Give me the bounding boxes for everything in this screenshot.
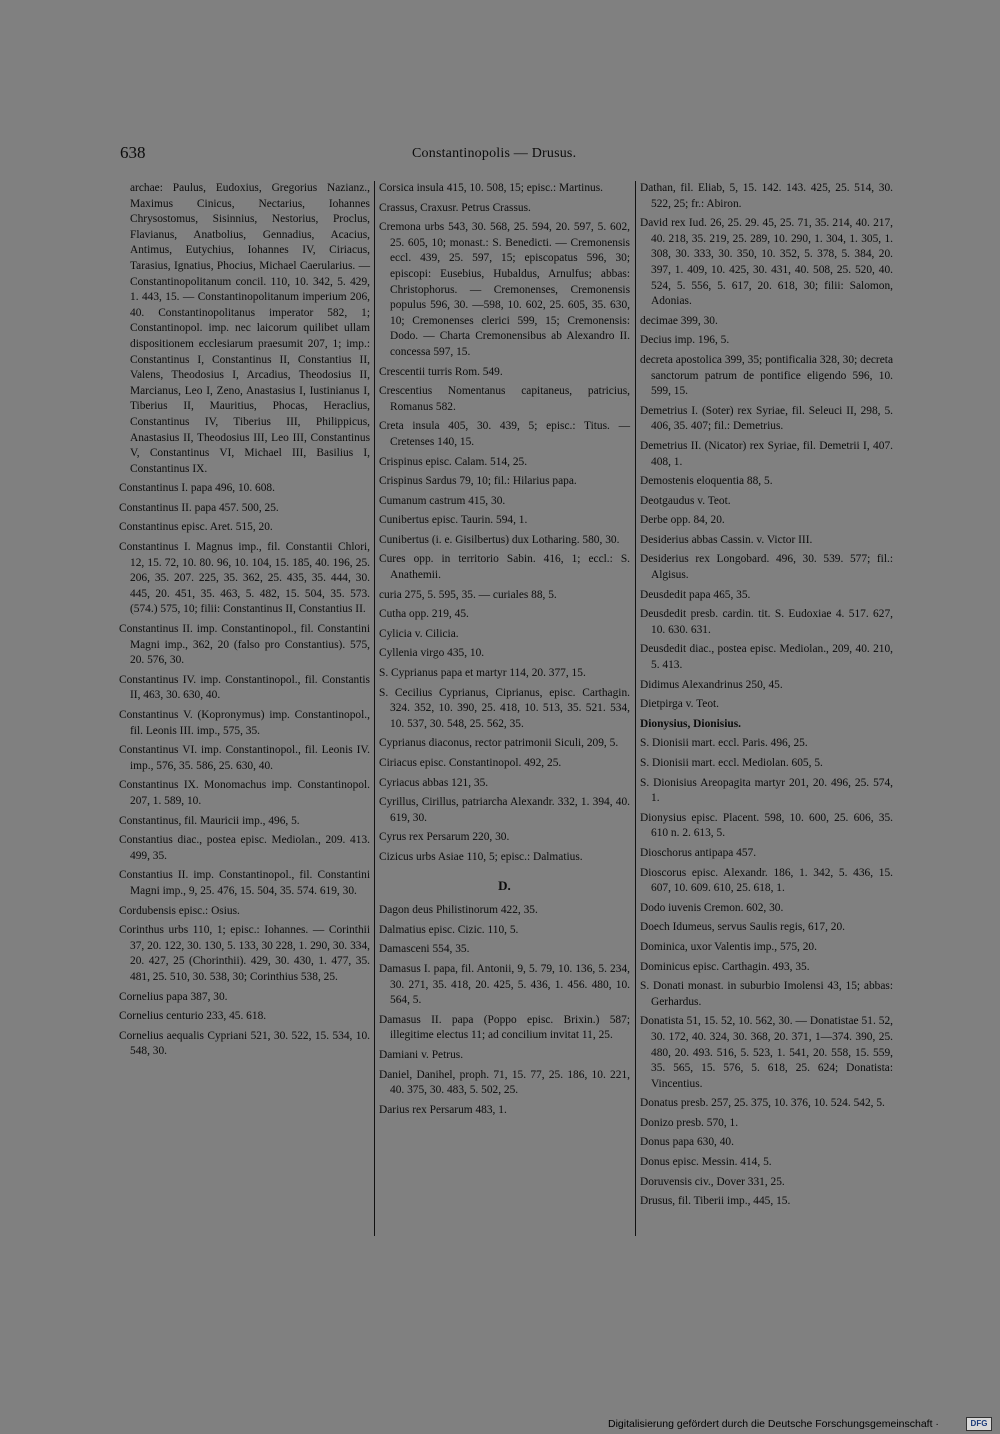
index-entry: Cornelius aequalis Cypriani 521, 30. 522, 15. 534, 10. 548, 30. [119,1029,370,1058]
index-entry: decimae 399, 30. [640,314,718,327]
index-entry: Deusdedit presb. cardin. tit. S. Eudoxiae 4. 517. 627, 10. 630. 631. [640,608,893,636]
index-entry: Cures opp. in territorio Sabin. 416, 1; eccl.: S. Anathemii. [379,553,630,582]
index-entry: Doruvensis civ., Dover 331, 25. [640,1175,785,1188]
page-number: 638 [120,143,146,162]
index-entry: Deotgaudus v. Teot. [640,494,731,507]
index-entry: Constantinus II. imp. Constantinopol., fil. Constantini Magni imp., 362, 20 (falso pro Constantius). 575, 20. 576, 30. [119,623,370,667]
index-entry: Dioscorus episc. Alexandr. 186, 1. 342, 5. 436, 15. 607, 10. 609. 610, 25. 618, 1. [640,866,893,895]
index-entry: S. Cyprianus papa et martyr 114, 20. 377, 15. [379,667,586,680]
index-entry: Demetrius I. (Soter) rex Syriae, fil. Seleuci II, 298, 5. 406, 35. 407; fil.: Demetrius. [640,404,893,433]
index-entry: Constantius diac., postea episc. Mediolan., 209. 413. 499, 35. [119,834,370,862]
index-entry: Desiderius rex Longobard. 496, 30. 539. 577; fil.: Algisus. [640,553,893,582]
index-entry: Dalmatius episc. Cizic. 110, 5. [379,923,519,936]
index-entry: Deusdedit diac., postea episc. Mediolan., 209, 40. 210, 5. 413. [640,643,893,672]
index-entry: S. Donati monast. in suburbio Imolensi 43, 15; abbas: Gerhardus. [640,980,893,1008]
index-entry: Constantinus V. (Kopronymus) imp. Constantinopol., fil. Leonis III. imp., 575, 35. [119,709,370,737]
index-entry: Dagon deus Philistinorum 422, 35. [379,904,538,917]
index-entry: Donus papa 630, 40. [640,1136,734,1149]
index-entry: Cremona urbs 543, 30. 568, 25. 594, 20. 597, 5. 602, 25. 605, 10; monast.: S. Benedicti. — Cremonensis eccl. 439, 25. 597, 15; episcopatus 596, 30; episcopi: Eusebius, Hubaldus, Arnulfus; abbas: Christophorus. — Cremonenses, Cremonensis populus 596, 30. —598, 10. 602, 25. 605, 35. 630, 10; Cremonenses clerici 599, 15; Cremonensis: Dodo. — Charta Cremonensibus ab Alexandro II. concessa 597, 15. [379,221,630,358]
dfg-logo: DFG [966,1417,992,1431]
index-column-1 [119,181,370,1064]
index-entry: Donatus presb. 257, 25. 375, 10. 376, 10. 524. 542, 5. [640,1097,885,1110]
index-entry: Crescentius Nomentanus capitaneus, patricius, Romanus 582. [379,385,630,413]
index-entry: Daniel, Danihel, proph. 71, 15. 77, 25. 186, 10. 221, 40. 375, 30. 483, 5. 502, 25. [379,1068,630,1097]
index-entry: Crispinus episc. Calam. 514, 25. [379,455,528,468]
index-entry: Decius imp. 196, 5. [640,334,730,347]
index-entry: Constantinus VI. imp. Constantinopol., fil. Leonis IV. imp., 576, 35. 586, 25. 630, 40. [119,744,370,772]
index-entry: S. Dionisius Areopagita martyr 201, 20. 496, 25. 574, 1. [640,776,893,805]
index-entry: Cordubensis episc.: Osius. [119,904,240,917]
index-entry: Deusdedit papa 465, 35. [640,588,751,601]
index-entry: Dodo iuvenis Cremon. 602, 30. [640,901,784,914]
index-entry: Donatista 51, 15. 52, 10. 562, 30. — Donatistae 51. 52, 30. 172, 40. 324, 30. 368, 20. 371, 1—374. 390, 25. 480, 20. 493. 516, 5. 523, 1. 541, 20. 558, 15. 559, 35. 565, 15. 576, 5. 618, 25. 624; Donatista: Vincentius. [640,1015,893,1090]
column-divider [374,181,375,1236]
index-entry: S. Cecilius Cyprianus, Ciprianus, episc. Carthagin. 324. 352, 10. 390, 25. 418, 10. 513, 35. 521. 534, 10. 537, 30. 548, 25. 562, 35. [379,686,630,730]
index-entry: Drusus, fil. Tiberii imp., 445, 15. [640,1195,791,1208]
index-entry: Cutha opp. 219, 45. [379,608,469,621]
index-entry: decreta apostolica 399, 35; pontificalia 328, 30; decreta sanctorum patrum de pontifice eligendo 596, 10. 599, 15. [640,353,893,398]
index-entry: Crassus, Craxusr. Petrus Crassus. [379,201,531,214]
index-entry: Crescentii turris Rom. 549. [379,365,503,378]
index-entry: Dominicus episc. Carthagin. 493, 35. [640,960,810,973]
index-entry: Cumanum castrum 415, 30. [379,494,506,507]
index-entry: Cornelius papa 387, 30. [119,990,228,1003]
index-entry: Cunibertus episc. Taurin. 594, 1. [379,514,528,527]
index-entry: Constantinus I. Magnus imp., fil. Constantii Chlori, 12, 15. 72, 10. 80. 96, 10. 104, 15. 185, 40. 196, 25. 206, 35. 207. 225, 35. 362, 25. 435, 35. 444, 30. 445, 20. 451, 35. 463, 5. 482, 15. 504, 35. 573. (574.) 575, 10; filii: Constantinus II, Constantius II. [119,541,370,616]
index-entry: Damasceni 554, 35. [379,943,470,956]
index-entry: Corsica insula 415, 10. 508, 15; episc.: Martinus. [379,182,603,194]
index-entry: Cyprianus diaconus, rector patrimonii Siculi, 209, 5. [379,737,619,750]
index-entry: Donus episc. Messin. 414, 5. [640,1156,772,1169]
index-entry: Cylicia v. Cilicia. [379,627,459,640]
index-entry: Damasus II. papa (Poppo episc. Brixin.) 587; illegitime electus 11; ad concilium invitat 11, 25. [379,1013,630,1042]
index-entry: Darius rex Persarum 483, 1. [379,1103,507,1116]
index-entry: Dietpirga v. Teot. [640,698,720,711]
index-entry: David rex Iud. 26, 25. 29. 45, 25. 71, 35. 214, 40. 217, 40. 218, 35. 219, 25. 289, 10. 290, 1. 304, 1. 305, 1. 308, 30. 333, 30. 350, 10. 352, 5. 378, 5. 384, 20. 397, 1. 409, 10. 425, 30. 431, 40. 508, 25. 520, 40. 524, 5. 556, 5. 617, 20. 618, 30; filii: Salomon, Adonias. [640,217,893,308]
index-column-3 [640,181,893,1214]
column-divider [635,181,636,1236]
index-entry: Constantius II. imp. Constantinopol., fil. Constantini Magni imp., 9, 25. 476, 15. 504, 35. 574. 619, 30. [119,869,370,897]
index-entry: archae: Paulus, Eudoxius, Gregorius Nazianz., Maximus Cinicus, Nectarius, Iohannes Chrysostomus, Sisinnius, Nestorius, Proclus, Flavianus, Anatbolius, Gennadius, Acacius, Antimus, Eutychius, Iohannes IV, Ciriacus, Tarasius, Ignatius, Phocius, Michael Caerularius. — Constantinopolitanum concil. 110, 10. 342, 5. 429, 1. 443, 15. — Constantinopolitanum imperium 206, 40. Constantinopolitanus imperator 582, 1; Constantinopol. imp. nec laicorum quilibet ullam dispositionem ecclesiarum praesumit 207, 1; imp.: Constantinus I, Constantinus II, Constantius II, Valens, Theodosius I, Arcadius, Theodosius II, Marcianus, Leo I, Zeno, Anastasius I, Iustinianus I, Tiberius II, Mauritius, Phocas, Heraclius, Constantinus IV, Tiberius III, Philippicus, Anastasius II, Theodosius III, Leo III, Constantinus V, Constantinus VI, Michael III, Basilius I, Constantinus IX. [130,182,370,475]
index-entry: curia 275, 5. 595, 35. — curiales 88, 5. [379,588,557,601]
index-entry: Demostenis eloquentia 88, 5. [640,475,773,488]
index-entry: Damiani v. Petrus. [379,1048,464,1061]
index-entry: Constantinus II. papa 457. 500, 25. [119,501,279,514]
index-entry: Dathan, fil. Eliab, 5, 15. 142. 143. 425, 25. 514, 30. 522, 25; fr.: Abiron. [640,182,893,210]
section-letter: D. [498,877,511,893]
index-entry: Constantinus IX. Monomachus imp. Constantinopol. 207, 1. 589, 10. [119,779,370,807]
index-entry: S. Dionisii mart. eccl. Paris. 496, 25. [640,737,808,750]
index-entry: Constantinus I. papa 496, 10. 608. [119,482,275,495]
index-entry: Corinthus urbs 110, 1; episc.: Iohannes. — Corinthii 37, 20. 122, 30. 130, 5. 133, 30 228, 1. 290, 30. 334, 20. 427, 25 (Chorinthii). 429, 30. 430, 1. 477, 35. 481, 25. 510, 30. 538, 30; Corinthius 538, 25. [119,924,370,983]
index-entry: Damasus I. papa, fil. Antonii, 9, 5. 79, 10. 136, 5. 234, 30. 271, 35. 418, 20. 425, 5. 436, 1. 456. 480, 10. 564, 5. [379,962,630,1007]
index-entry: Crispinus Sardus 79, 10; fil.: Hilarius papa. [379,475,577,488]
index-entry: Cizicus urbs Asiae 110, 5; episc.: Dalmatius. [379,850,583,863]
index-entry: Constantinus episc. Aret. 515, 20. [119,521,273,534]
index-entry: Demetrius II. (Nicator) rex Syriae, fil. Demetrii I, 407. 408, 1. [640,439,893,468]
index-entry: Constantinus, fil. Mauricii imp., 496, 5. [119,814,300,827]
index-entry: Desiderius abbas Cassin. v. Victor III. [640,533,813,546]
index-entry: Constantinus IV. imp. Constantinopol., fil. Constantis II, 463, 30. 630, 40. [119,673,370,702]
index-entry: Cunibertus (i. e. Gisilbertus) dux Lotharing. 580, 30. [379,533,620,546]
index-entry: Creta insula 405, 30. 439, 5; episc.: Titus. — Cretenses 140, 15. [379,420,630,448]
index-entry: Didimus Alexandrinus 250, 45. [640,678,783,691]
digitization-credit: Digitalisierung gefördert durch die Deutsche Forschungsgemeinschaft · [608,1418,939,1430]
index-entry: Donizo presb. 570, 1. [640,1116,739,1129]
index-entry: Dionysius episc. Placent. 598, 10. 600, 25. 606, 35. 610 n. 2. 613, 5. [640,811,893,840]
index-entry: Dominica, uxor Valentis imp., 575, 20. [640,940,817,953]
index-entry: Doech Idumeus, servus Saulis regis, 617, 20. [640,921,846,934]
index-entry: Cyriacus abbas 121, 35. [379,776,489,789]
index-entry: Derbe opp. 84, 20. [640,514,725,527]
index-entry: Ciriacus episc. Constantinopol. 492, 25. [379,757,562,769]
index-column-2 [379,181,630,1122]
index-entry: Dioschorus antipapa 457. [640,846,757,859]
index-entry: S. Dionisii mart. eccl. Mediolan. 605, 5. [640,757,823,769]
index-entry: Cyllenia virgo 435, 10. [379,647,485,660]
index-entry: Cyrus rex Persarum 220, 30. [379,831,510,844]
index-entry: Cyrillus, Cirillus, patriarcha Alexandr. 332, 1. 394, 40. 619, 30. [379,796,630,824]
running-head: Constantinopolis — Drusus. [412,146,577,161]
index-entry: Dionysius, Dionisius. [640,717,741,730]
index-entry: Cornelius centurio 233, 45. 618. [119,1010,267,1023]
